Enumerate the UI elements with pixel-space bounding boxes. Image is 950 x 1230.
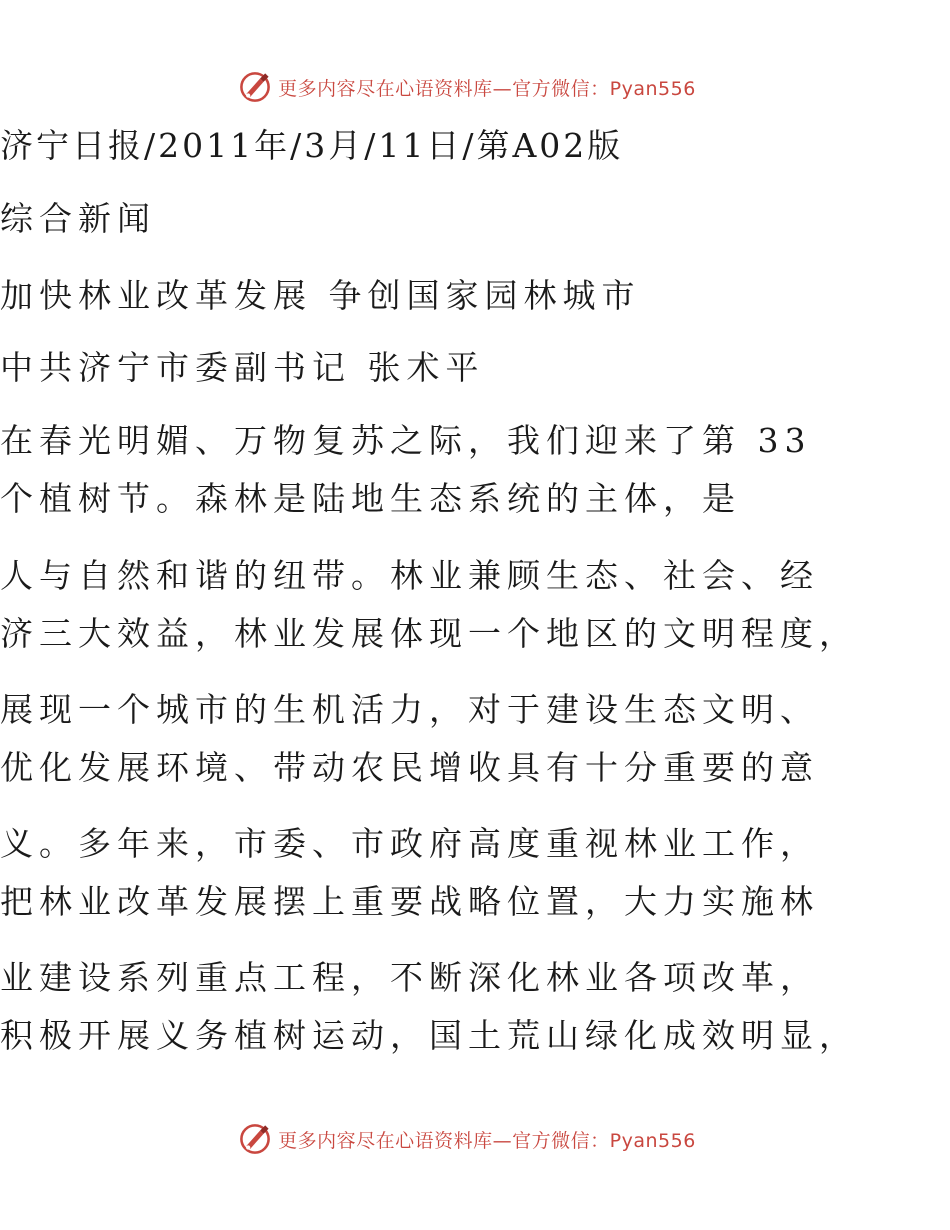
paragraph-line: 把林业改革发展摆上重要战略位置，大力实施林 bbox=[0, 882, 819, 921]
watermark-group bbox=[238, 1122, 696, 1156]
top-watermark-banner bbox=[0, 70, 950, 104]
publication-line: 济宁日报/2011年/3月/11日/第A02版 bbox=[0, 126, 624, 165]
paragraph-line: 个植树节。森林是陆地生态系统的主体，是 bbox=[0, 479, 741, 518]
paragraph-line: 业建设系列重点工程，不断深化林业各项改革， bbox=[0, 958, 819, 997]
article-title: 加快林业改革发展 争创国家园林城市 bbox=[0, 276, 641, 315]
paragraph-line: 优化发展环境、带动农民增收具有十分重要的意 bbox=[0, 748, 819, 787]
paragraph-line: 义。多年来，市委、市政府高度重视林业工作， bbox=[0, 824, 819, 863]
section-label: 综合新闻 bbox=[0, 199, 156, 238]
brand-logo-icon bbox=[238, 1122, 272, 1156]
watermark-text: 更多内容尽在心语资料库—官方微信：Pyan556 bbox=[278, 77, 696, 100]
brand-logo-icon bbox=[238, 70, 272, 104]
bottom-watermark-banner bbox=[0, 1122, 950, 1156]
paragraph-line: 在春光明媚、万物复苏之际，我们迎来了第 33 bbox=[0, 421, 812, 460]
paragraph-line: 展现一个城市的生机活力，对于建设生态文明、 bbox=[0, 690, 819, 729]
paragraph-line: 济三大效益，林业发展体现一个地区的文明程度， bbox=[0, 614, 858, 653]
paragraph-line: 积极开展义务植树运动，国土荒山绿化成效明显， bbox=[0, 1016, 858, 1055]
watermark-text: 更多内容尽在心语资料库—官方微信：Pyan556 bbox=[278, 1129, 696, 1152]
watermark-group bbox=[238, 70, 696, 104]
article-author: 中共济宁市委副书记 张术平 bbox=[0, 348, 485, 387]
paragraph-line: 人与自然和谐的纽带。林业兼顾生态、社会、经 bbox=[0, 556, 819, 595]
